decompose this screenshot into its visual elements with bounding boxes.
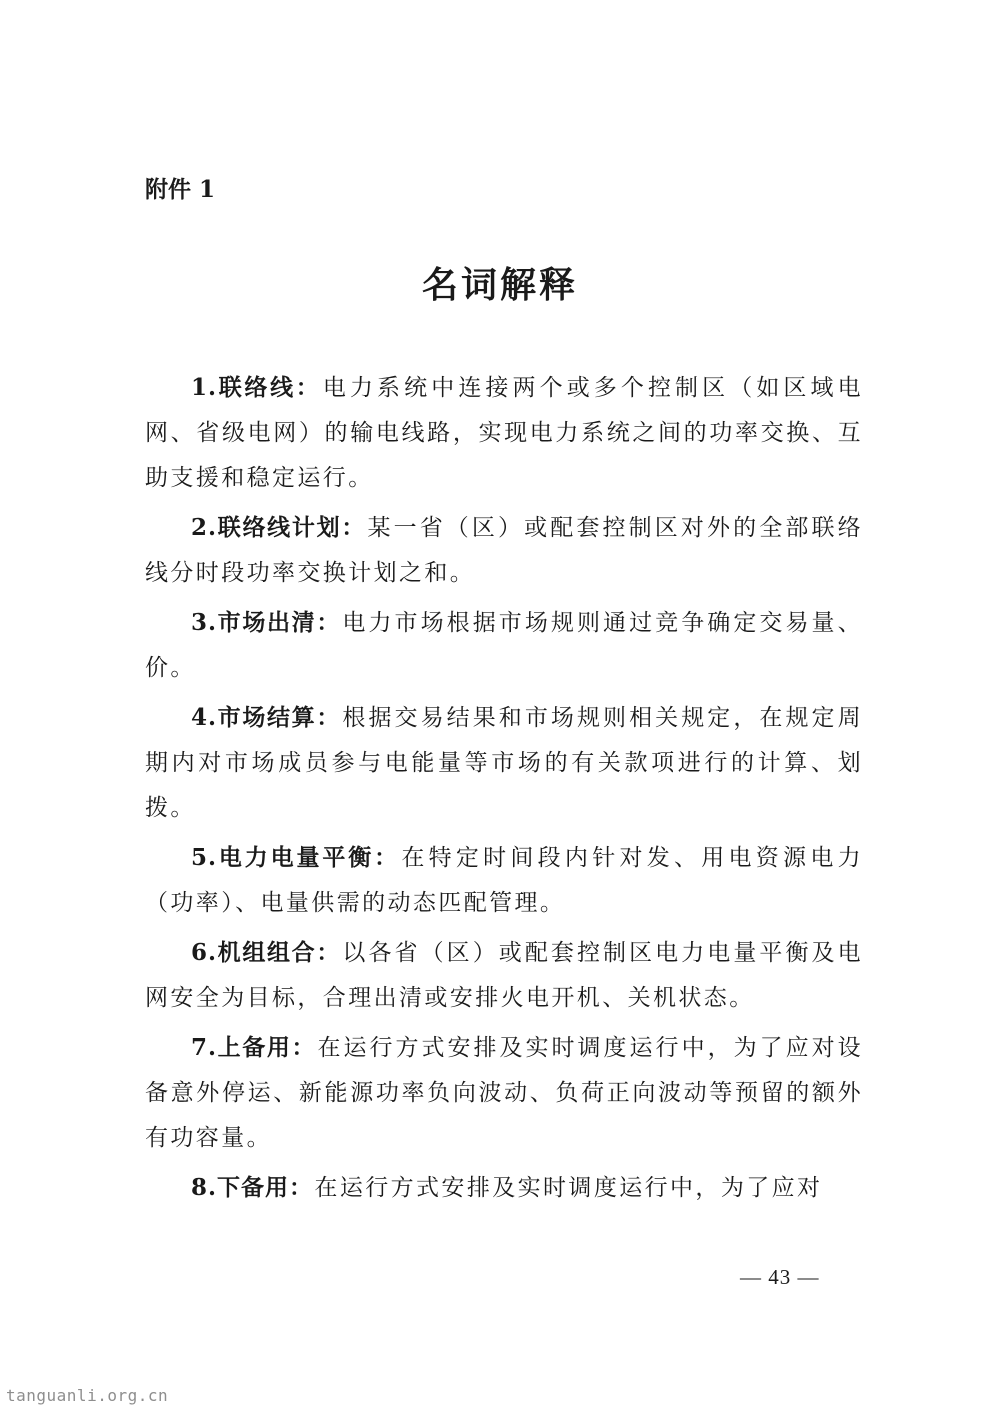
entry-colon: ： [374, 844, 402, 871]
page-number: — 43 — [740, 1265, 820, 1289]
entry-definition: 以各省（区）或配套控制区电力电量平衡及电网安全为目标，合理出清或安排火电开机、关机状态。 [145, 940, 864, 1011]
entry-definition: 根据交易结果和市场规则相关规定，在规定周期内对市场成员参与电能量等市场的有关款项进行的计算、划拨。 [145, 705, 864, 821]
entry-colon: ： [341, 514, 368, 541]
entry-term: 3.市场出清 [191, 609, 317, 636]
entry-definition: 某一省（区）或配套控制区对外的全部联络线分时段功率交换计划之和。 [145, 515, 863, 586]
definition-entry [145, 1025, 863, 1161]
entry-definition: 电力市场根据市场规则通过竞争确定交易量、价。 [145, 610, 864, 681]
definition-entry [145, 365, 863, 501]
entry-term: 2.联络线计划 [191, 514, 342, 541]
definition-entry [145, 695, 863, 831]
page-title: 名词解释 [421, 264, 578, 306]
entry-colon: ： [316, 609, 343, 636]
entry-term: 8.下备用 [191, 1174, 290, 1201]
entry-term: 6.机组组合 [191, 939, 317, 966]
entry-colon: ： [316, 939, 343, 966]
definition-entry [145, 505, 863, 596]
entry-colon: ： [289, 1174, 315, 1201]
definition-entry [145, 1165, 863, 1211]
entry-definition: 在特定时间段内针对发、用电资源电力（功率）、电量供需的动态匹配管理。 [145, 845, 863, 916]
definition-entry [145, 930, 863, 1021]
entry-definition: 在运行方式安排及实时调度运行中，为了应对设备意外停运、新能源功率负向波动、负荷正向波动等预留的额外有功容量。 [145, 1035, 864, 1151]
entry-colon: ： [316, 704, 343, 731]
definition-entry [145, 835, 863, 926]
entry-term: 1.联络线 [191, 374, 296, 401]
entry-colon: ： [291, 1034, 318, 1061]
definition-entry [145, 600, 863, 691]
definition-list [145, 365, 863, 1215]
entry-term: 4.市场结算 [191, 704, 317, 731]
watermark-text: tanguanli.org.cn [6, 1386, 169, 1405]
entry-definition: 电力系统中连接两个或多个控制区（如区域电网、省级电网）的输电线路，实现电力系统之间的功率交换、互助支援和稳定运行。 [145, 375, 863, 491]
entry-definition: 在运行方式安排及实时调度运行中，为了应对 [314, 1175, 823, 1201]
entry-term: 5.电力电量平衡 [191, 844, 375, 871]
entry-term: 7.上备用 [191, 1034, 292, 1061]
entry-colon: ： [295, 374, 323, 401]
attachment-label: 附件 1 [145, 176, 216, 203]
